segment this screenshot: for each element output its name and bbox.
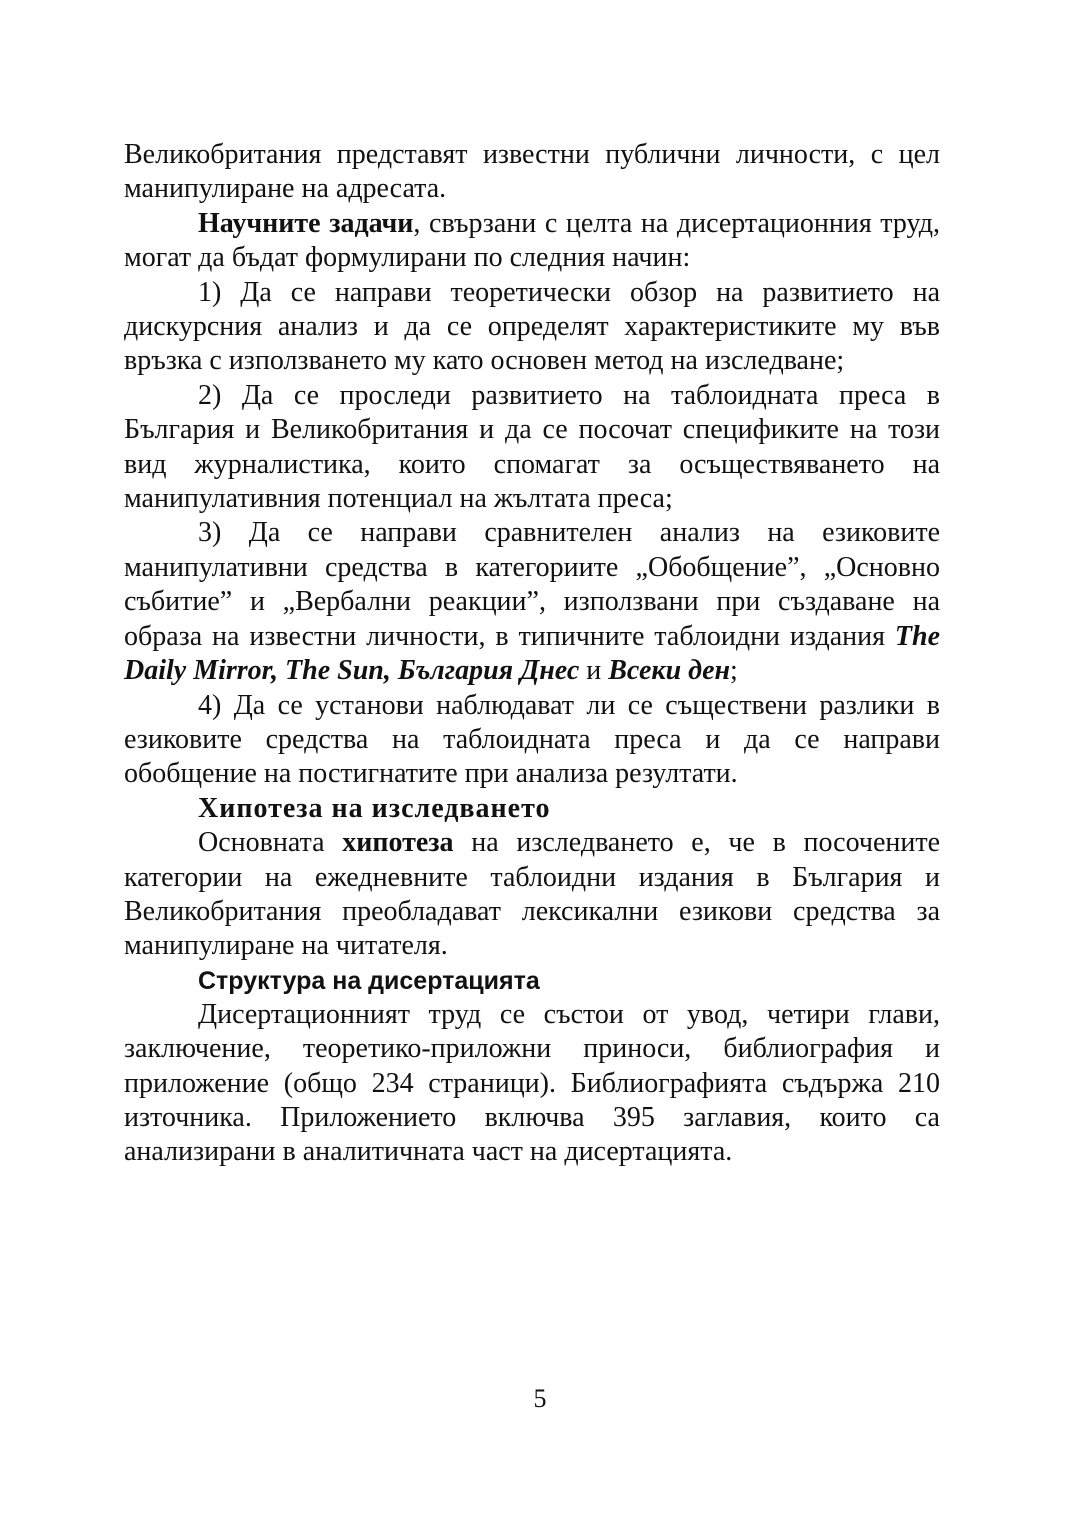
english-titles: The Daily Mirror, The Sun, [124,620,940,687]
task-item-3-text: 3) Да се направи сравнителен анализ на езиковите манипулативни средства в категориите „Обобщение”, „Основно събитие” и „Вербални реакции”, използвани при създаване на образа на известни личности, в типичните таблоидни издания [124,517,940,652]
hypothesis-keyword: хипотеза [342,827,454,859]
hypothesis-prefix: Основната [198,827,343,859]
title-vseki-den: Всеки ден [608,655,731,687]
structure-heading: Структура на дисертацията [198,966,540,995]
task-item-3 [124,516,940,688]
tasks-label: Научните задачи [198,207,414,239]
hypothesis-text: на изследването е, че в посочените категории на ежедневните таблоидни издания в България и Великобритания преобладават лексикални езикови средства за манипулиране на читателя. [124,827,940,962]
task-item-3-end: ; [730,655,738,687]
task-item-4: 4) Да се установи наблюдават ли се съществени разлики в езиковите средства на таблоидната преса и да се направи обобщение на постигнатите при анализа резултати. [124,689,940,790]
task-item-1: 1) Да се направи теоретически обзор на развитието на дискурсния анализ и да се определят характеристиките му във връзка с използването му като основен метод на изследване; [124,276,940,377]
page-body [124,138,940,1170]
title-bulgaria-dnes: България Днес [397,655,580,687]
intro-paragraph: Великобритания представят известни публични личности, с цел манипулиране на адресата. [124,139,940,205]
page-number: 5 [533,1384,547,1413]
and-word: и [579,655,609,687]
hypothesis-heading: Хипотеза на изследването [198,792,551,824]
tasks-text: , свързани с целта на дисертационния труд, могат да бъдат формулирани по следния начин: [124,207,940,274]
tasks-paragraph [124,207,940,276]
task-item-2: 2) Да се проследи развитието на таблоидната преса в България и Великобритания и да се посочат спецификите на този вид журналистика, които спомагат за осъществяването на манипулативния потенциал на жълтата преса; [124,379,940,515]
hypothesis-paragraph [124,826,940,964]
structure-paragraph: Дисертационният труд се състои от увод, четири глави, заключение, теоретико-приложни приноси, библиография и приложение (общо 234 страници). Библиографията съдържа 210 източника. Приложението включва 395 заглавия, които са анализирани в аналитичната част на дисертацията. [124,998,940,1168]
